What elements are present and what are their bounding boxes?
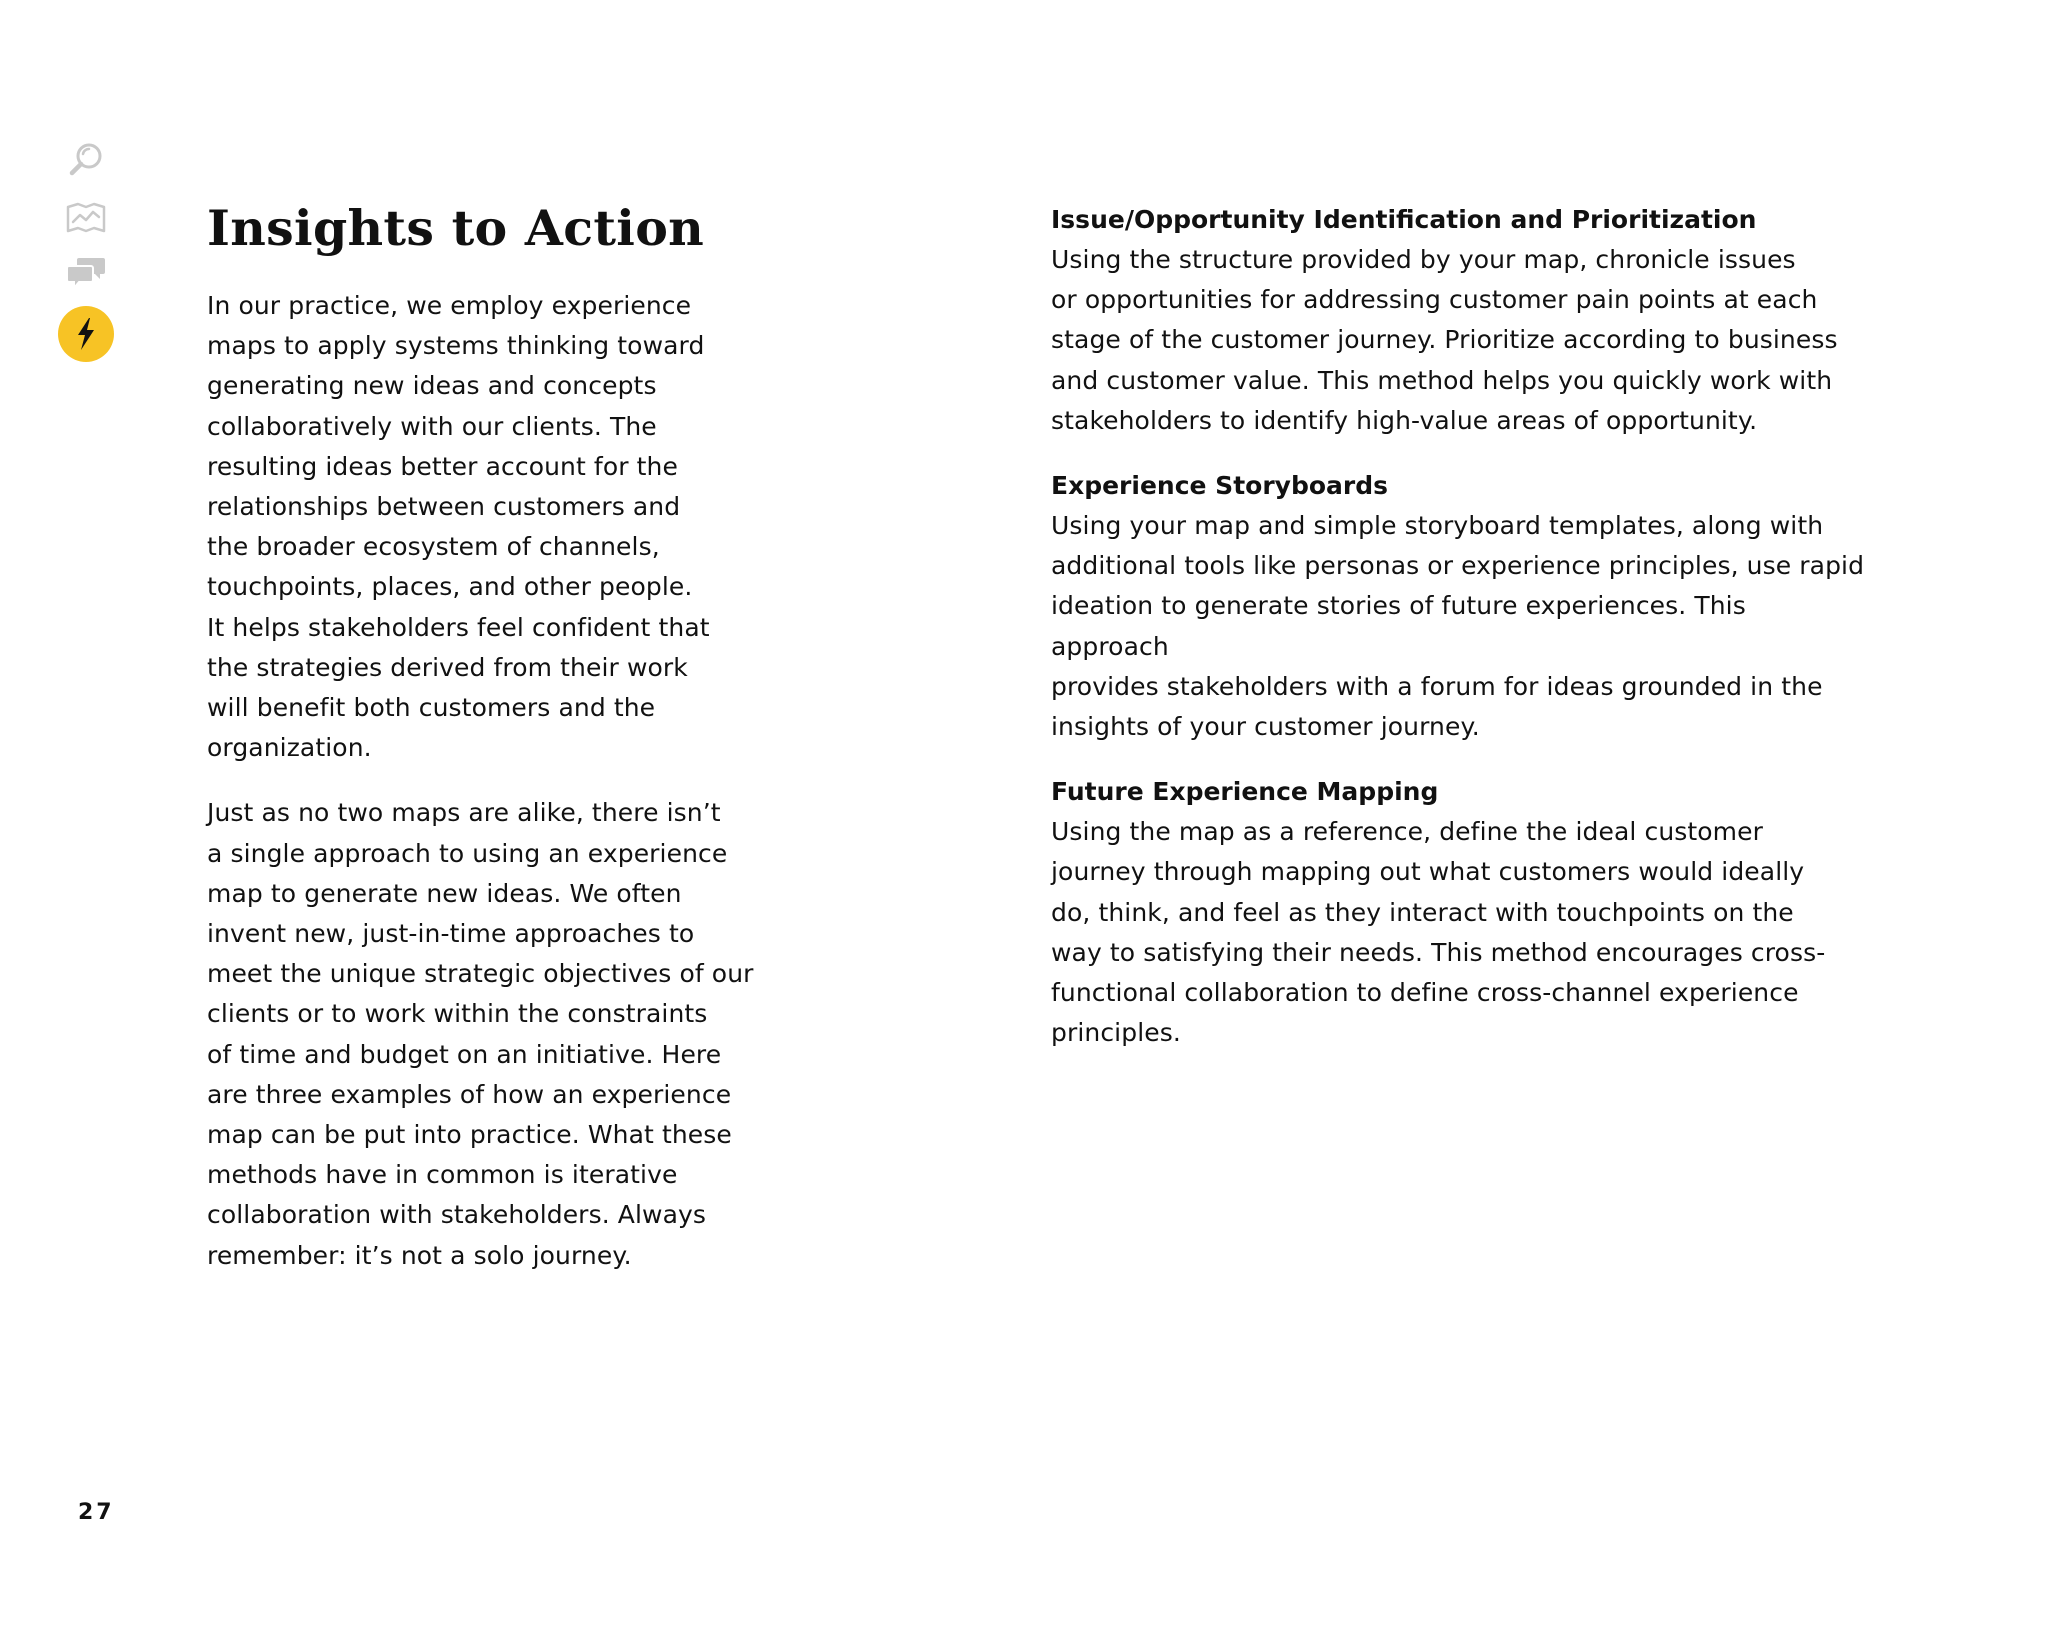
method-experience-storyboards	[1051, 466, 1871, 747]
page-number: 27	[78, 1500, 115, 1525]
section-heading: Issue/Opportunity Identification and Prioritization	[1051, 205, 1757, 234]
method-issue-opportunity	[1051, 200, 1871, 441]
nav-item-map[interactable]	[60, 192, 112, 244]
lightning-bolt-icon	[71, 316, 101, 352]
section-body: Using the map as a reference, define the ideal customer journey through mapping out what customers would ideally do, think, and feel as they interact with touchpoints on the way to satisfying their needs. This method encourages cross- functional collaboration to define cross-channel experience principles.	[1051, 817, 1826, 1048]
methods-column	[1051, 200, 1871, 1078]
map-icon	[65, 200, 107, 236]
intro-column	[207, 196, 767, 1301]
section-heading: Experience Storyboards	[1051, 471, 1388, 501]
nav-item-action[interactable]	[58, 306, 114, 362]
section-body: Using the structure provided by your map, chronicle issues or opportunities for addressing customer pain points at each stage of the customer journey. Prioritize according to business and customer value. This method helps you quickly work with stakeholders to identify high-value areas of opportunity.	[1051, 245, 1838, 435]
page-title: Insights to Action	[207, 199, 705, 257]
section-heading: Future Experience Mapping	[1051, 777, 1439, 807]
section-body: Using your map and simple storyboard templates, along with additional tools like personas or experience principles, use rapid ideation to generate stories of future experiences. This approach provides stakeholders with a forum for ideas grounded in the insights of your customer journey.	[1051, 511, 1865, 742]
approach-paragraph: Just as no two maps are alike, there isn’t a single approach to using an experience map to generate new ideas. We often invent new, just-in-time approaches to meet the unique strategic objectives of our clients or to work within the constraints of time and budget on an initiative. Here are three examples of how an experience map can be put into practice. What these methods have in common is iterative collaboration with stakeholders. Always remember: it’s not a solo journey.	[207, 798, 754, 1270]
search-icon	[66, 140, 106, 180]
method-future-experience-mapping	[1051, 772, 1871, 1053]
nav-item-search[interactable]	[60, 134, 112, 186]
nav-item-discussion[interactable]	[60, 248, 112, 300]
chat-bubbles-icon	[65, 255, 107, 293]
intro-paragraph: In our practice, we employ experience maps to apply systems thinking toward generating new ideas and concepts collaboratively with our clients. The resulting ideas better account for the relationships between customers and the broader ecosystem of channels, touchpoints, places, and other people. It helps stakeholders feel confident that the strategies derived from their work will benefit both customers and the organization.	[207, 291, 710, 763]
